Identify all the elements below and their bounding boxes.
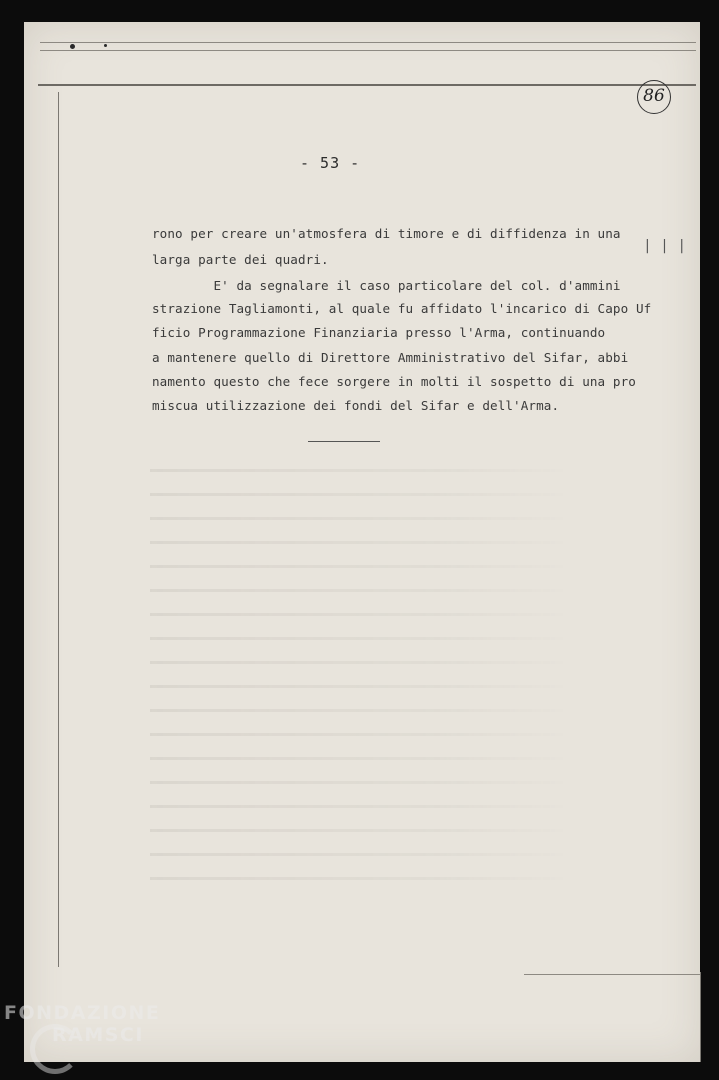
- top-rule-3: [38, 84, 696, 86]
- text-line: a mantenere quello di Direttore Amministrativo del Sifar, abbi: [152, 350, 629, 365]
- fondazione-gramsci-watermark: [4, 1002, 160, 1046]
- watermark-line-1: FONDAZIONE: [4, 1002, 161, 1024]
- closing-line: [308, 441, 380, 442]
- text-line: namento questo che fece sorgere in molti il sospetto di una pro: [152, 374, 636, 389]
- punch-mark: [70, 44, 75, 49]
- left-margin-line: [58, 92, 59, 967]
- right-edge-line: [700, 972, 701, 1062]
- watermark-line-2: RAMSCI: [52, 1024, 144, 1046]
- text-line: E' da segnalare il caso particolare del col. d'ammini: [152, 278, 621, 293]
- top-rule-2: [40, 50, 696, 51]
- page-number: - 53 -: [300, 154, 361, 172]
- top-rule-1: [40, 42, 696, 43]
- punch-mark: [104, 44, 107, 47]
- margin-mark: | | |: [645, 238, 689, 254]
- bottom-rule: [524, 974, 700, 975]
- text-line: larga parte dei quadri.: [152, 252, 329, 267]
- text-line: ficio Programmazione Finanziaria presso l'Arma, continuando: [152, 325, 606, 340]
- archive-stamp: 86: [637, 80, 671, 114]
- bleed-through-text: [150, 455, 570, 895]
- text-line: rono per creare un'atmosfera di timore e di diffidenza in una: [152, 226, 621, 241]
- text-line: strazione Tagliamonti, al quale fu affidato l'incarico di Capo Uf: [152, 301, 652, 316]
- text-line: miscua utilizzazione dei fondi del Sifar e dell'Arma.: [152, 398, 560, 413]
- g-logo-icon: [30, 1024, 80, 1074]
